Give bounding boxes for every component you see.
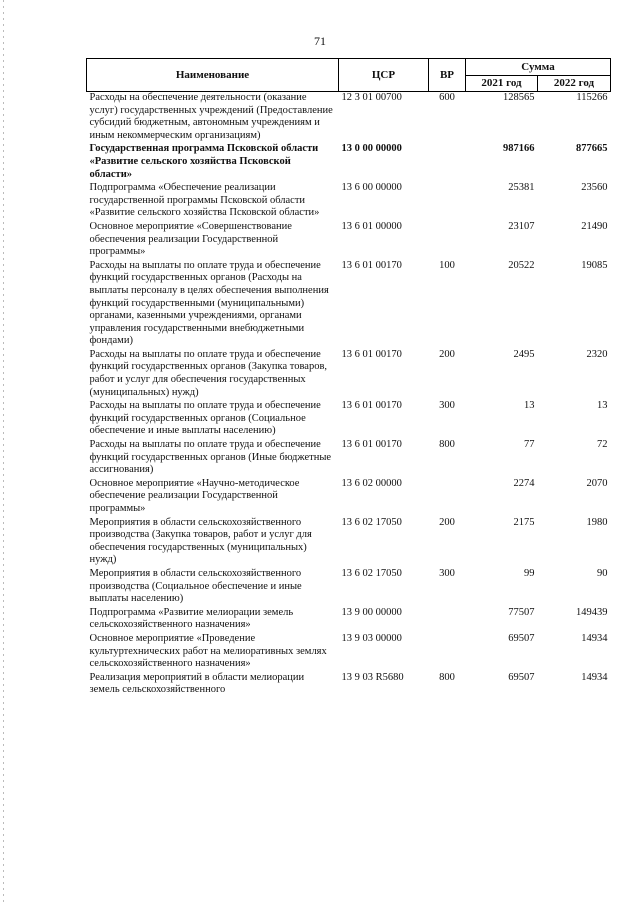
scan-edge: [3, 0, 4, 905]
row-vr: 600: [439, 92, 455, 103]
header-name: Наименование: [87, 59, 339, 92]
row-name: Подпрограмма «Развитие мелиорации земель сельскохозяйственного назначения»: [89, 606, 294, 631]
table-row: [87, 568, 611, 607]
row-vr: 800: [439, 671, 455, 683]
row-name: Мероприятия в области сельскохозяйственного производства (Закупка товаров, работ и услуг для обеспечения государственных (муниципальных) нужд): [89, 516, 312, 566]
row-vr: 300: [439, 567, 455, 579]
table-row: [87, 607, 611, 633]
row-csr: 13 6 01 00170: [341, 348, 402, 360]
row-vr: 300: [439, 400, 455, 412]
table-row: [87, 439, 611, 478]
row-amount-2021: 69507: [508, 671, 535, 683]
row-amount-2021: 23107: [508, 220, 535, 232]
row-csr: 13 6 01 00170: [341, 400, 402, 412]
row-csr: 13 0 00 00000: [341, 143, 402, 155]
table-row: [87, 349, 611, 400]
row-vr: 800: [439, 439, 455, 451]
table-row: [87, 221, 611, 260]
table-row: [87, 260, 611, 349]
budget-table-container: [86, 58, 610, 698]
row-amount-2022: 115266: [576, 92, 608, 103]
row-amount-2022: 149439: [576, 606, 608, 618]
row-name: Расходы на выплаты по оплате труда и обеспечение функций государственных органов (Иные бюджетные ассигнования): [89, 439, 332, 476]
row-amount-2022: 14934: [581, 632, 608, 644]
row-vr: [429, 182, 466, 221]
row-csr: 13 9 03 R5680: [341, 671, 404, 683]
row-vr: 200: [439, 348, 455, 360]
row-name: Расходы на выплаты по оплате труда и обеспечение функций государственных органов (Социальное обеспечение и иные выплаты населению): [89, 400, 321, 437]
table-row: [87, 92, 611, 144]
row-amount-2022: 2070: [586, 477, 608, 489]
row-csr: 12 3 01 00700: [341, 92, 402, 103]
table-row: [87, 672, 611, 698]
table-row: [87, 400, 611, 439]
row-amount-2022: 877665: [576, 143, 608, 155]
row-name: Основное мероприятие «Совершенствование обеспечения реализации Государственной программы»: [89, 220, 292, 258]
row-amount-2022: 72: [597, 439, 608, 451]
row-amount-2021: 77507: [508, 606, 535, 618]
row-vr: [429, 607, 466, 633]
row-amount-2021: 2274: [513, 477, 535, 489]
row-csr: 13 6 01 00170: [341, 259, 402, 271]
table-row: [87, 478, 611, 517]
table-row: [87, 143, 611, 182]
row-csr: 13 6 02 17050: [341, 567, 402, 579]
row-amount-2022: 14934: [581, 671, 608, 683]
row-amount-2021: 77: [524, 439, 535, 451]
table-header: [87, 59, 611, 92]
row-amount-2021: 13: [524, 400, 535, 412]
row-amount-2022: 1980: [586, 516, 608, 528]
row-csr: 13 9 03 00000: [341, 632, 402, 644]
row-name: Государственная программа Псковской области «Развитие сельского хозяйства Псковской области»: [89, 143, 319, 180]
row-amount-2021: 69507: [508, 632, 535, 644]
row-name: Основное мероприятие «Научно-методическое обеспечение реализации Государственной программы»: [89, 477, 300, 514]
row-csr: 13 6 02 17050: [341, 516, 402, 528]
header-csr: ЦСР: [339, 59, 429, 92]
row-vr: 100: [439, 259, 455, 271]
header-vr: ВР: [429, 59, 466, 92]
row-vr: [429, 143, 466, 182]
row-name: Расходы на выплаты по оплате труда и обеспечение функций государственных органов (Закупка товаров, работ и услуг для обеспечения государственных (муниципальных) нужд): [89, 348, 328, 398]
row-amount-2021: 128565: [503, 92, 535, 103]
row-vr: [429, 633, 466, 672]
header-year-2021: 2021 год: [466, 76, 538, 92]
budget-table: [86, 58, 611, 698]
row-name: Мероприятия в области сельскохозяйственного производства (Социальное обеспечение и иные выплаты населению): [89, 567, 302, 605]
row-amount-2021: 2495: [513, 348, 535, 360]
row-amount-2022: 2320: [586, 348, 608, 360]
table-row: [87, 517, 611, 568]
table-row: [87, 633, 611, 672]
row-vr: [429, 478, 466, 517]
row-csr: 13 6 02 00000: [341, 477, 402, 489]
header-sum: Сумма: [466, 59, 611, 76]
row-csr: 13 6 00 00000: [341, 182, 402, 194]
row-vr: [429, 221, 466, 260]
row-amount-2022: 13: [597, 400, 608, 412]
row-amount-2022: 19085: [581, 259, 608, 271]
row-csr: 13 9 00 00000: [341, 606, 402, 618]
row-name: Реализация мероприятий в области мелиорации земель сельскохозяйственного: [89, 671, 305, 696]
row-amount-2022: 21490: [581, 220, 608, 232]
row-amount-2022: 90: [597, 567, 608, 579]
row-csr: 13 6 01 00000: [341, 220, 402, 232]
row-name: Расходы на обеспечение деятельности (оказание услуг) государственных учреждений (Предоставление субсидий бюджетным, автономным учреждениям и иным некоммерческим организациям): [89, 92, 333, 141]
row-name: Расходы на выплаты по оплате труда и обеспечение функций государственных органов (Расходы на выплаты персоналу в целях обеспечения выполнения функций государственными (муниципальными) органами, казенными учреждениями, органами управления государственными внебюджетными фондами): [89, 259, 329, 347]
page-number: 71: [314, 34, 326, 48]
row-amount-2021: 25381: [508, 182, 535, 194]
row-amount-2021: 20522: [508, 259, 535, 271]
row-vr: 200: [439, 516, 455, 528]
row-amount-2021: 2175: [513, 516, 535, 528]
row-csr: 13 6 01 00170: [341, 439, 402, 451]
table-row: [87, 182, 611, 221]
header-year-2022: 2022 год: [538, 76, 611, 92]
row-amount-2021: 99: [524, 567, 535, 579]
row-amount-2022: 23560: [581, 182, 608, 194]
row-amount-2021: 987166: [503, 143, 535, 155]
row-name: Основное мероприятие «Проведение культуртехнических работ на мелиоративных землях сельскохозяйственного назначения»: [89, 632, 327, 670]
table-body: [87, 92, 611, 698]
row-name: Подпрограмма «Обеспечение реализации государственной программы Псковской области «Развитие сельского хозяйства Псковской области»: [89, 182, 320, 219]
